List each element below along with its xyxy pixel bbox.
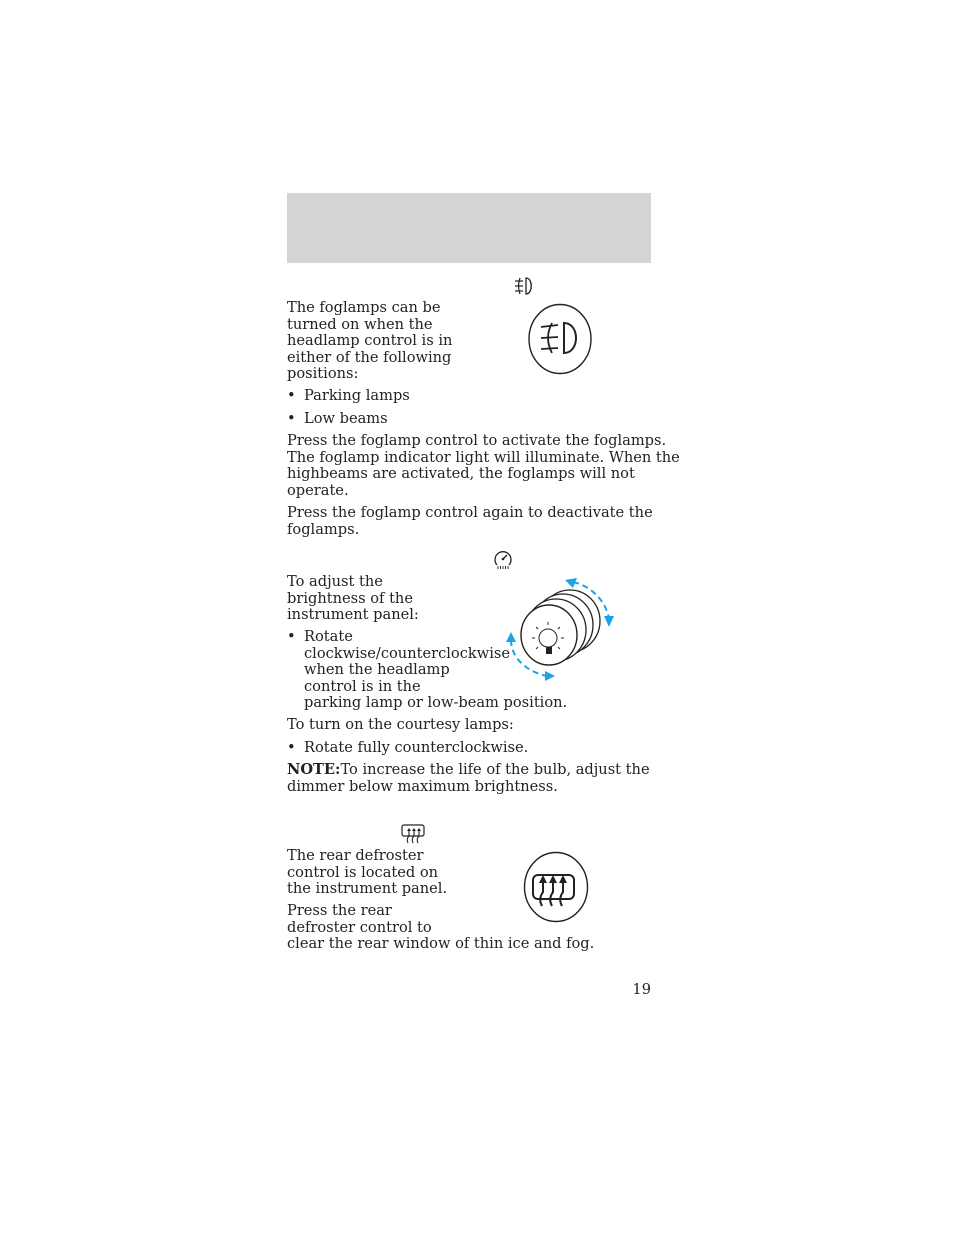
page-number: 19 <box>632 981 651 998</box>
courtesy-lamps-bullet: • Rotate fully counterclockwise. <box>287 739 529 756</box>
foglamp-icon <box>513 276 535 296</box>
section-header-band <box>287 193 651 263</box>
defroster-paragraph-2: Press the rear defroster control to clear the rear window of thin ice and fog. <box>287 902 595 952</box>
list-item: • Rotate <box>287 628 353 645</box>
panel-dimmer-icon <box>493 550 513 570</box>
list-item: • Low beams <box>287 410 388 427</box>
dimmer-rotate-bullet: • Rotate clockwise/counterclockwise when the headlamp control is in the parking lamp or low-beam position. <box>287 628 568 711</box>
foglamp-bullet-list <box>287 388 410 428</box>
dimmer-note: NOTE:To increase the life of the bulb, adjust the dimmer below maximum brightness. <box>287 761 650 795</box>
foglamp-activate-paragraph: Press the foglamp control to activate the foglamps. The foglamp indicator light will illuminate. When the highbeams are activated, the foglamps will not operate. <box>287 432 680 499</box>
foglamp-intro: The foglamps can be turned on when the headlamp control is in either of the following positions: <box>287 299 453 382</box>
list-item: • Parking lamps <box>287 387 410 404</box>
courtesy-lamps-intro: To turn on the courtesy lamps: <box>287 716 514 733</box>
defroster-paragraph-1: The rear defroster control is located on the instrument panel. <box>287 847 448 897</box>
rear-defroster-icon <box>401 824 425 844</box>
dimmer-intro: To adjust the brightness of the instrument panel: <box>287 573 419 623</box>
note-label: NOTE: <box>287 761 341 778</box>
foglamp-deactivate-paragraph: Press the foglamp control again to deactivate the foglamps. <box>287 504 653 538</box>
rear-defroster-button-icon <box>523 851 589 923</box>
foglamp-button-icon <box>528 303 592 375</box>
